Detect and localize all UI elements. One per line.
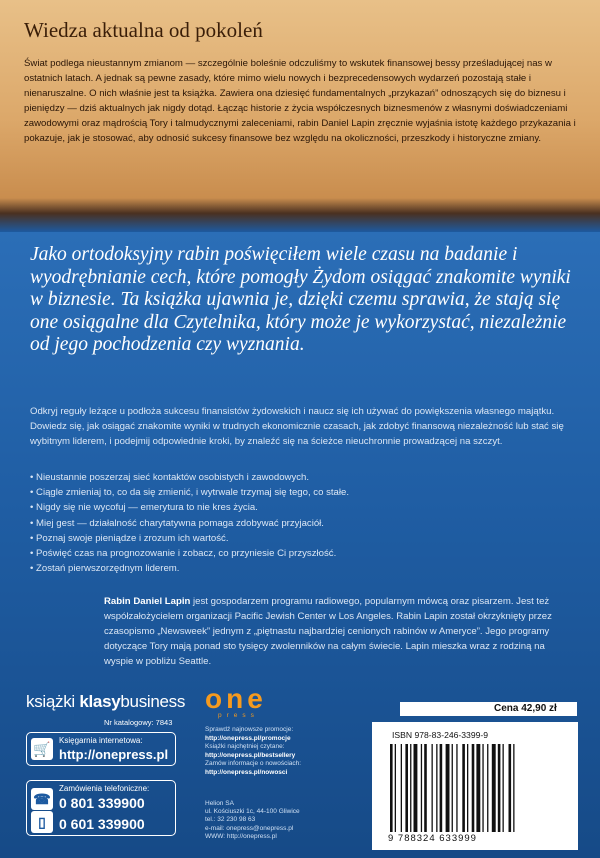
promo-link-label: Sprawdź najnowsze promocje: [205, 726, 294, 733]
phone-icon: ☎ [31, 788, 53, 810]
publisher-logo: one [205, 683, 267, 714]
address-line: ul. Kościuszki 1c, 44-100 Gliwice [205, 808, 300, 816]
phone-box [26, 780, 176, 836]
address-line: Helion SA [205, 800, 234, 807]
barcode-number: 9 788324 633999 [388, 833, 477, 844]
barcode-icon [390, 744, 560, 832]
series-word-3: business [120, 692, 186, 711]
series-word-2: klasy [79, 692, 121, 711]
cart-icon: 🛒 [31, 738, 53, 760]
list-item: • Nigdy się nie wycofuj — emerytura to nie kres życia. [30, 500, 570, 515]
promo-link[interactable]: http://onepress.pl/promocje [205, 734, 291, 742]
address-line: tel.: 32 230 98 63 [205, 816, 256, 824]
promo-links [205, 726, 370, 777]
intro-paragraph: Odkryj reguły leżące u podłoża sukcesu finansistów żydowskich i naucz się ich używać do powiększenia własnego majątku. Dowiedz się, jak osiągać znakomite wyniki w trudnych ekonomicznie czasach, jak zdobyć finansową niezależność lub stać się wybitnym liderem, i podejmij odpowiednie kroki, by znaleźć się na ścieżce nieuchronnie prowadzącej na szczyt. [30, 406, 564, 447]
top-title: Wiedza aktualna od pokoleń [24, 18, 263, 42]
author-name: Rabin Daniel Lapin [104, 596, 191, 607]
phone-number-2: 0 601 339900 [59, 816, 145, 832]
phone-number-1: 0 801 339900 [59, 795, 145, 811]
price-label: Cena 42,90 zł [400, 702, 577, 716]
list-item: • Poznaj swoje pieniądze i zrozum ich wartość. [30, 531, 570, 546]
shop-label: Księgarnia internetowa: [59, 736, 143, 745]
publisher-tagline: press [218, 712, 259, 719]
address-line: e-mail: onepress@onepress.pl [205, 824, 294, 832]
shop-url[interactable]: http://onepress.pl [59, 747, 169, 762]
isbn-number: ISBN 978-83-246-3399-9 [392, 730, 489, 740]
bestseller-link-label: Książki najchętniej czytane: [205, 743, 285, 750]
address-line: WWW: http://onepress.pl [205, 832, 277, 840]
author-bio-text: jest gospodarzem programu radiowego, popularnym mówcą oraz pisarzem. Jest też współzałożycielem organizacji Pacific Jewish Center w Los Angeles. Rabin Lapin został okrzyknięty przez czasopismo „Newsweek” jednym z „piętnastu najbardziej cenionych rabinów w Ameryce”. Jego programy dotyczące Tory mają ponad sto tysięcy zwolenników na całym świecie. Lapin mieszka wraz z rodziną na wyspie w pobliżu Seattle. [104, 596, 552, 667]
author-quote: Jako ortodoksyjny rabin poświęciłem wiele czasu na badanie i wyodrębnianie cech, które pomogły Żydom osiągać znakomite wyniki w biznesie. Ta książka ujawnia je, dzięki czemu sprawia, że stają się one osiągalne dla Czytelnika, który może je wykorzystać, niezależnie od jego pochodzenia czy wyznania. [30, 244, 571, 355]
list-item: • Nieustannie poszerzaj sieć kontaktów osobistych i zawodowych. [30, 470, 570, 485]
list-item: • Ciągle zmieniaj to, co da się zmienić, i wytrwale trzymaj się tego, co stałe. [30, 485, 570, 500]
news-link[interactable]: http://onepress.pl/nowosci [205, 768, 288, 776]
mobile-icon: ▯ [31, 811, 53, 833]
author-bio [104, 594, 574, 669]
series-word-1: książki [26, 692, 80, 711]
list-item: • Zostań pierwszorzędnym liderem. [30, 561, 570, 576]
bestseller-link[interactable]: http://onepress.pl/bestsellery [205, 751, 296, 759]
shop-box[interactable] [26, 732, 176, 766]
catalog-number: Nr katalogowy: 7843 [104, 718, 173, 727]
news-link-label: Zamów informacje o nowościach: [205, 760, 302, 767]
barcode-panel [372, 722, 578, 850]
list-item: • Miej gest — działalność charytatywna pomaga zdobywać przyjaciół. [30, 516, 570, 531]
top-description: Świat podlega nieustannym zmianom — szczególnie boleśnie odczuliśmy to wskutek finansowej bessy prześladującej nas w ostatnich latach. A jednak są pewne zasady, które mimo wielu nowych i bezprecedensowych wydarzeń pozostają stałe i nienaruszalne. O nich właśnie jest ta książka. Zawiera ona dziesięć fundamentalnych „przykazań” odnoszących się do biznesu i pieniędzy — dziś aktualnych jak nigdy dotąd. Łącząc historie z życia współczesnych biznesmenów z własnymi doświadczeniami zawodowymi oraz mądrością Tory i talmudycznymi zaleceniami, rabin Daniel Lapin zręcznie wyjaśnia istotę każdego przykazania i pokazuje, jak je stosować, aby odnosić sukcesy finansowe bez względu na okoliczności, przeszkody i historyczne zmiany. [24, 58, 576, 144]
series-logo [26, 692, 185, 712]
phone-label: Zamówienia telefoniczne: [59, 784, 150, 793]
commandments-list [30, 470, 570, 576]
list-item: • Poświęć czas na prognozowanie i zobacz, co przyniesie Ci przyszłość. [30, 546, 570, 561]
transition-band [0, 198, 600, 232]
publisher-address [205, 800, 370, 841]
